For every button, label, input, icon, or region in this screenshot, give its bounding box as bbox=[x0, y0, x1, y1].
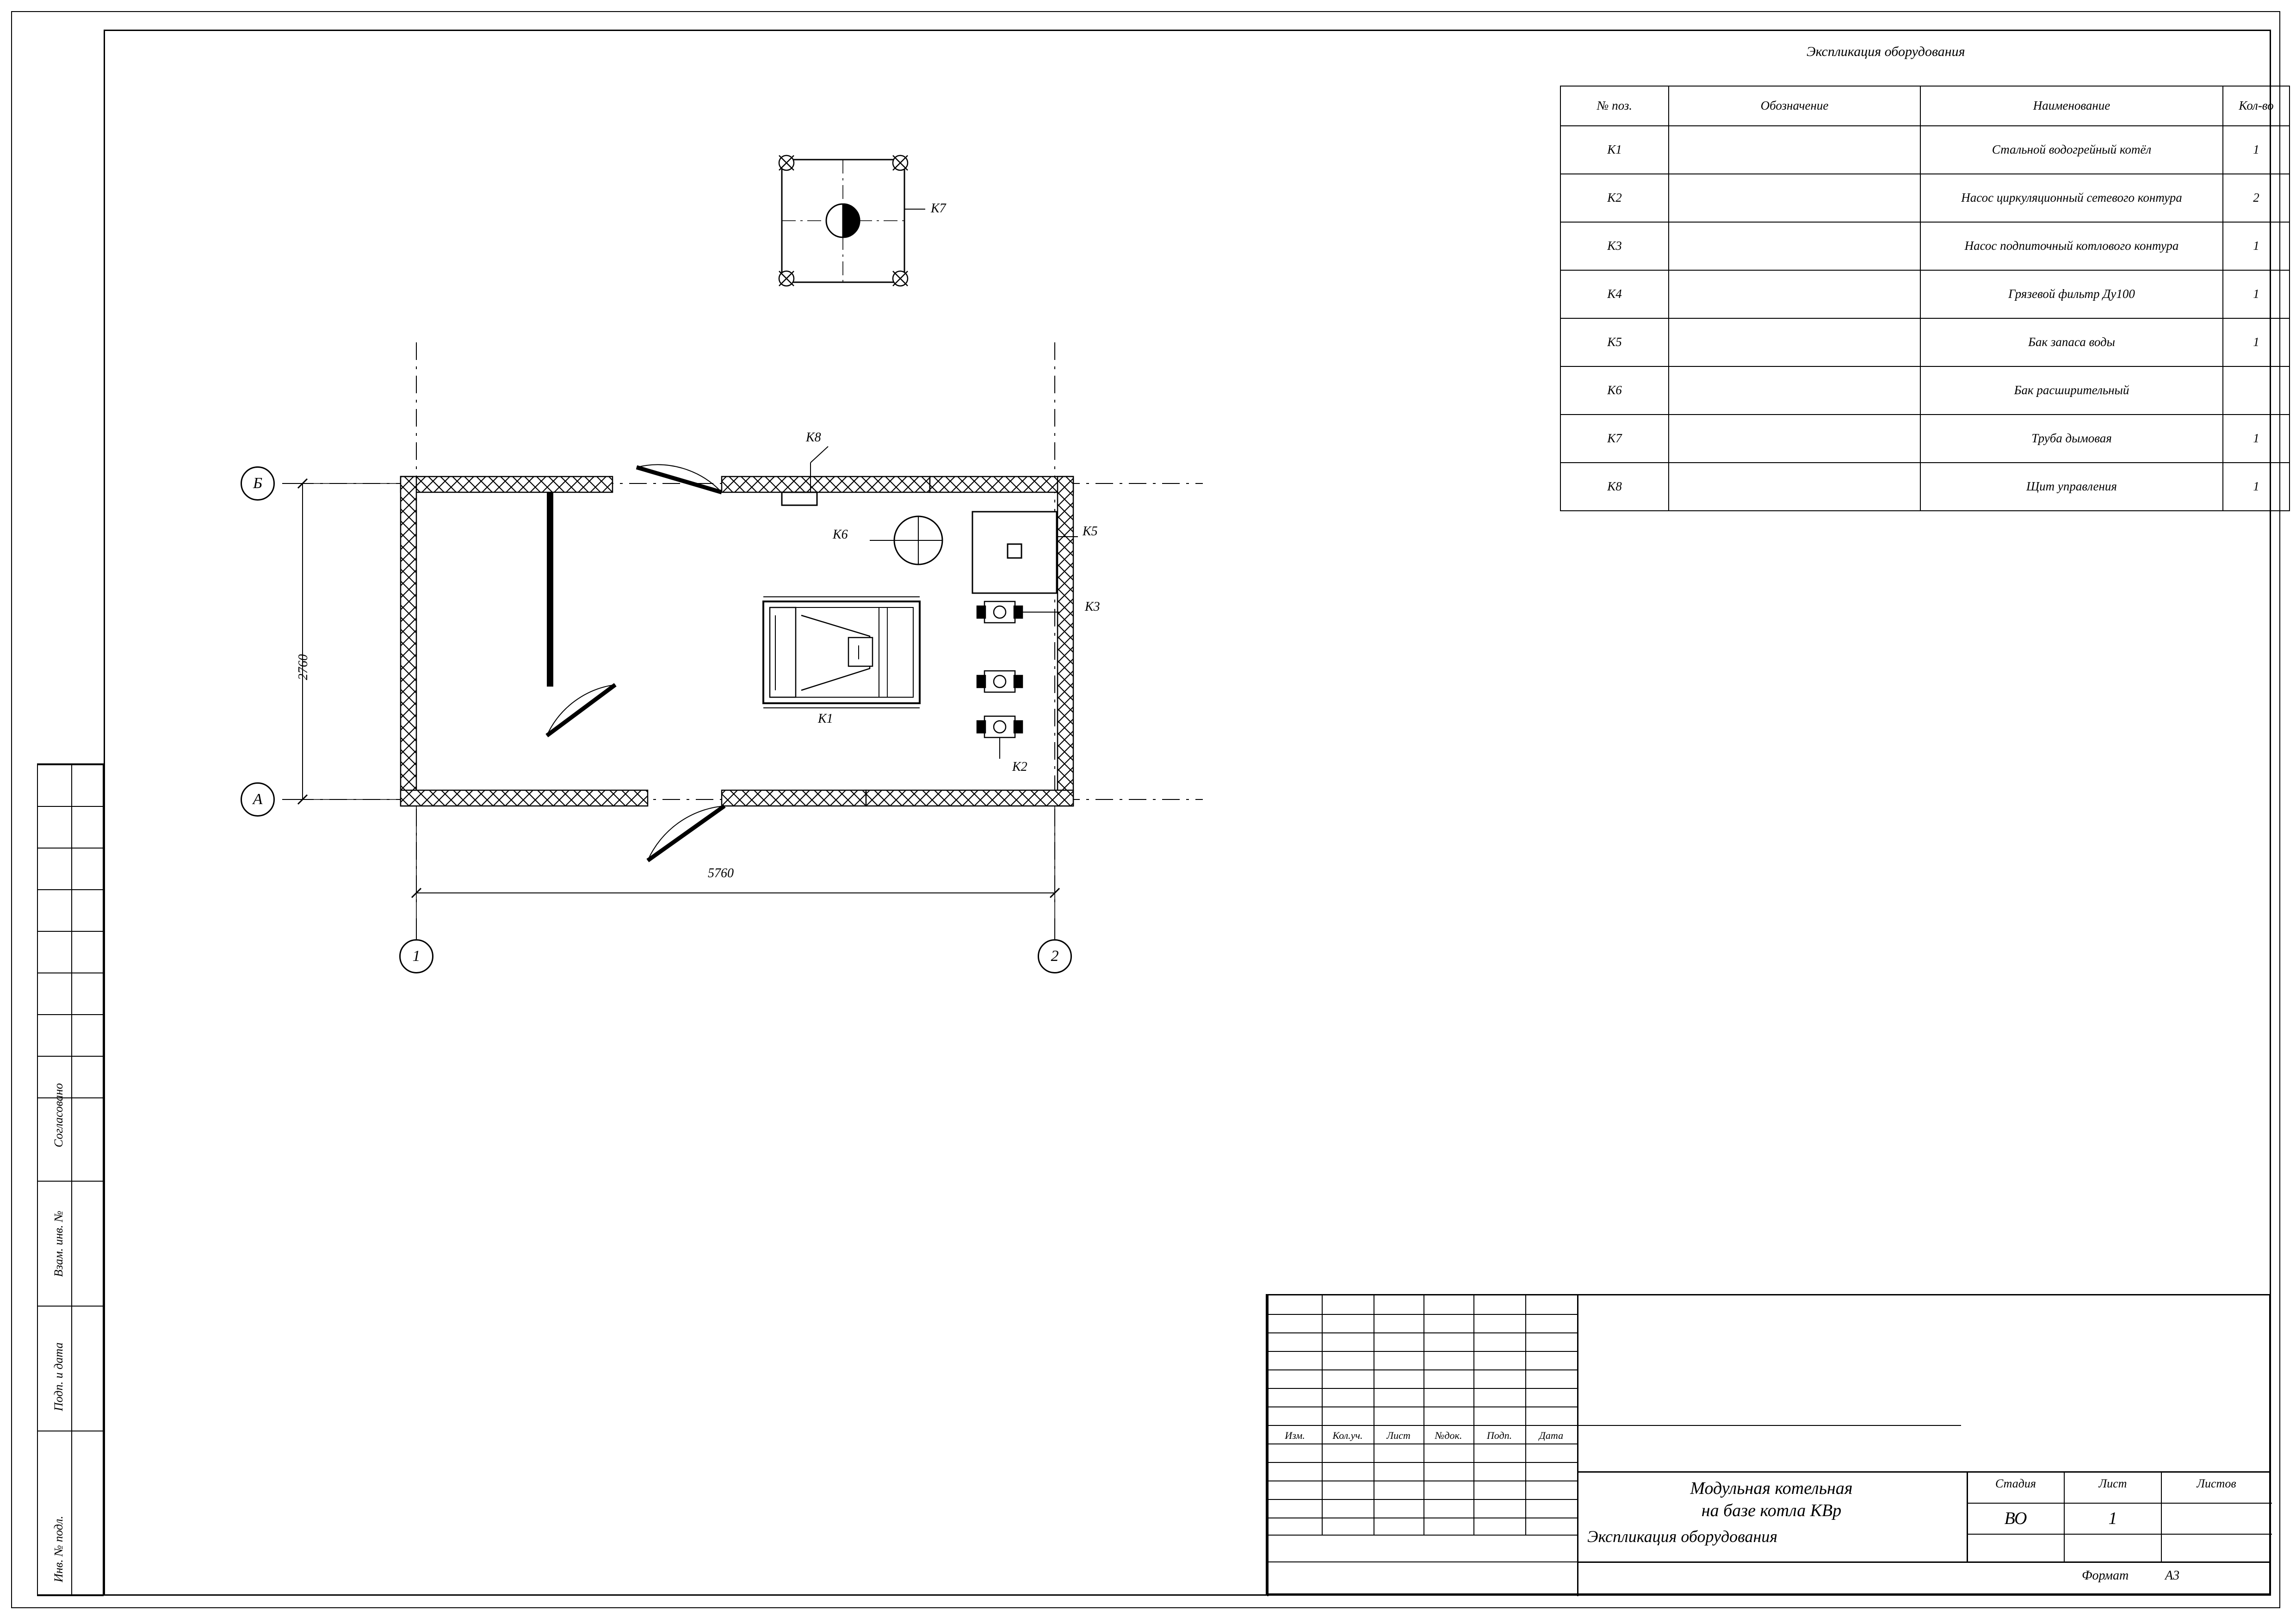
cell-name: Труба дымовая bbox=[1920, 415, 2223, 463]
axis-bubble-1: 1 bbox=[399, 939, 433, 973]
equipment-table-title: Экспликация оборудования bbox=[1807, 44, 1965, 59]
cell-pos: К7 bbox=[1560, 415, 1669, 463]
callout-k7: К7 bbox=[931, 201, 946, 216]
sheets-header: Листов bbox=[2197, 1477, 2236, 1490]
cell-kol: 1 bbox=[2223, 318, 2290, 366]
rev-header-data: Дата bbox=[1539, 1430, 1564, 1441]
cell-kol: 1 bbox=[2223, 270, 2290, 318]
drawing-name: Экспликация оборудования bbox=[1587, 1527, 1778, 1546]
object-name-line2: на базе котла КВр bbox=[1701, 1501, 1842, 1520]
cell-pos: К8 bbox=[1560, 463, 1669, 511]
axis-bubble-2: 2 bbox=[1038, 939, 1072, 973]
cell-pos: К2 bbox=[1560, 174, 1669, 222]
stage-value: ВО bbox=[2004, 1509, 2027, 1528]
callout-k2: К2 bbox=[1012, 760, 1027, 774]
cell-kol: 2 bbox=[2223, 174, 2290, 222]
stamp-label-inv-podl: Инв. № подл. bbox=[52, 1516, 65, 1582]
dimension-horizontal: 5760 bbox=[708, 866, 734, 880]
cell-pos: К5 bbox=[1560, 318, 1669, 366]
object-name-line1: Модульная котельная bbox=[1690, 1479, 1853, 1498]
format-label: Формат bbox=[2082, 1568, 2129, 1583]
header-name: Наименование bbox=[1920, 86, 2223, 126]
cell-name: Стальной водогрейный котёл bbox=[1920, 126, 2223, 174]
title-block bbox=[1266, 1294, 2271, 1595]
rev-header-koluch: Кол.уч. bbox=[1332, 1430, 1363, 1441]
header-kol: Кол-во bbox=[2223, 86, 2290, 126]
cell-name: Грязевой фильтр Ду100 bbox=[1920, 270, 2223, 318]
cell-pos: К6 bbox=[1560, 366, 1669, 415]
axis-bubble-b: Б bbox=[241, 466, 275, 501]
stamp-label-podp-i-data: Подп. и дата bbox=[52, 1342, 65, 1411]
cell-name: Бак запаса воды bbox=[1920, 318, 2223, 366]
format-value: А3 bbox=[2165, 1568, 2180, 1583]
cell-name: Бак расширительный bbox=[1920, 366, 2223, 415]
dimension-vertical: 2760 bbox=[296, 654, 310, 680]
cell-kol: 1 bbox=[2223, 463, 2290, 511]
cell-pos: К3 bbox=[1560, 222, 1669, 270]
rev-header-izm: Изм. bbox=[1285, 1430, 1305, 1441]
cell-kol: 1 bbox=[2223, 415, 2290, 463]
header-pos: № поз. bbox=[1560, 86, 1669, 126]
header-oboz: Обозначение bbox=[1669, 86, 1920, 126]
callout-k3: К3 bbox=[1085, 600, 1100, 614]
stage-header: Стадия bbox=[1995, 1477, 2036, 1490]
sheet-header: Лист bbox=[2098, 1477, 2127, 1490]
stamp-label-soglasovano: Согласовано bbox=[52, 1083, 65, 1147]
cell-name: Насос циркуляционный сетевого контура bbox=[1920, 174, 2223, 222]
rev-header-list: Лист bbox=[1386, 1430, 1411, 1441]
callout-k5: К5 bbox=[1083, 524, 1098, 539]
axis-bubble-a: А bbox=[241, 782, 275, 817]
rev-header-ndok: №док. bbox=[1435, 1430, 1462, 1441]
callout-k6: К6 bbox=[833, 527, 848, 542]
cell-kol: 1 bbox=[2223, 222, 2290, 270]
cell-pos: К4 bbox=[1560, 270, 1669, 318]
cell-kol: 1 bbox=[2223, 126, 2290, 174]
sheet-value: 1 bbox=[2108, 1509, 2117, 1528]
cell-pos: К1 bbox=[1560, 126, 1669, 174]
stamp-label-vzam-inv: Взам. инв. № bbox=[52, 1210, 65, 1277]
callout-k1: К1 bbox=[818, 712, 833, 726]
cell-name: Насос подпиточный котлового контура bbox=[1920, 222, 2223, 270]
callout-k8: К8 bbox=[806, 430, 821, 445]
cell-name: Щит управления bbox=[1920, 463, 2223, 511]
rev-header-podp: Подп. bbox=[1486, 1430, 1512, 1441]
